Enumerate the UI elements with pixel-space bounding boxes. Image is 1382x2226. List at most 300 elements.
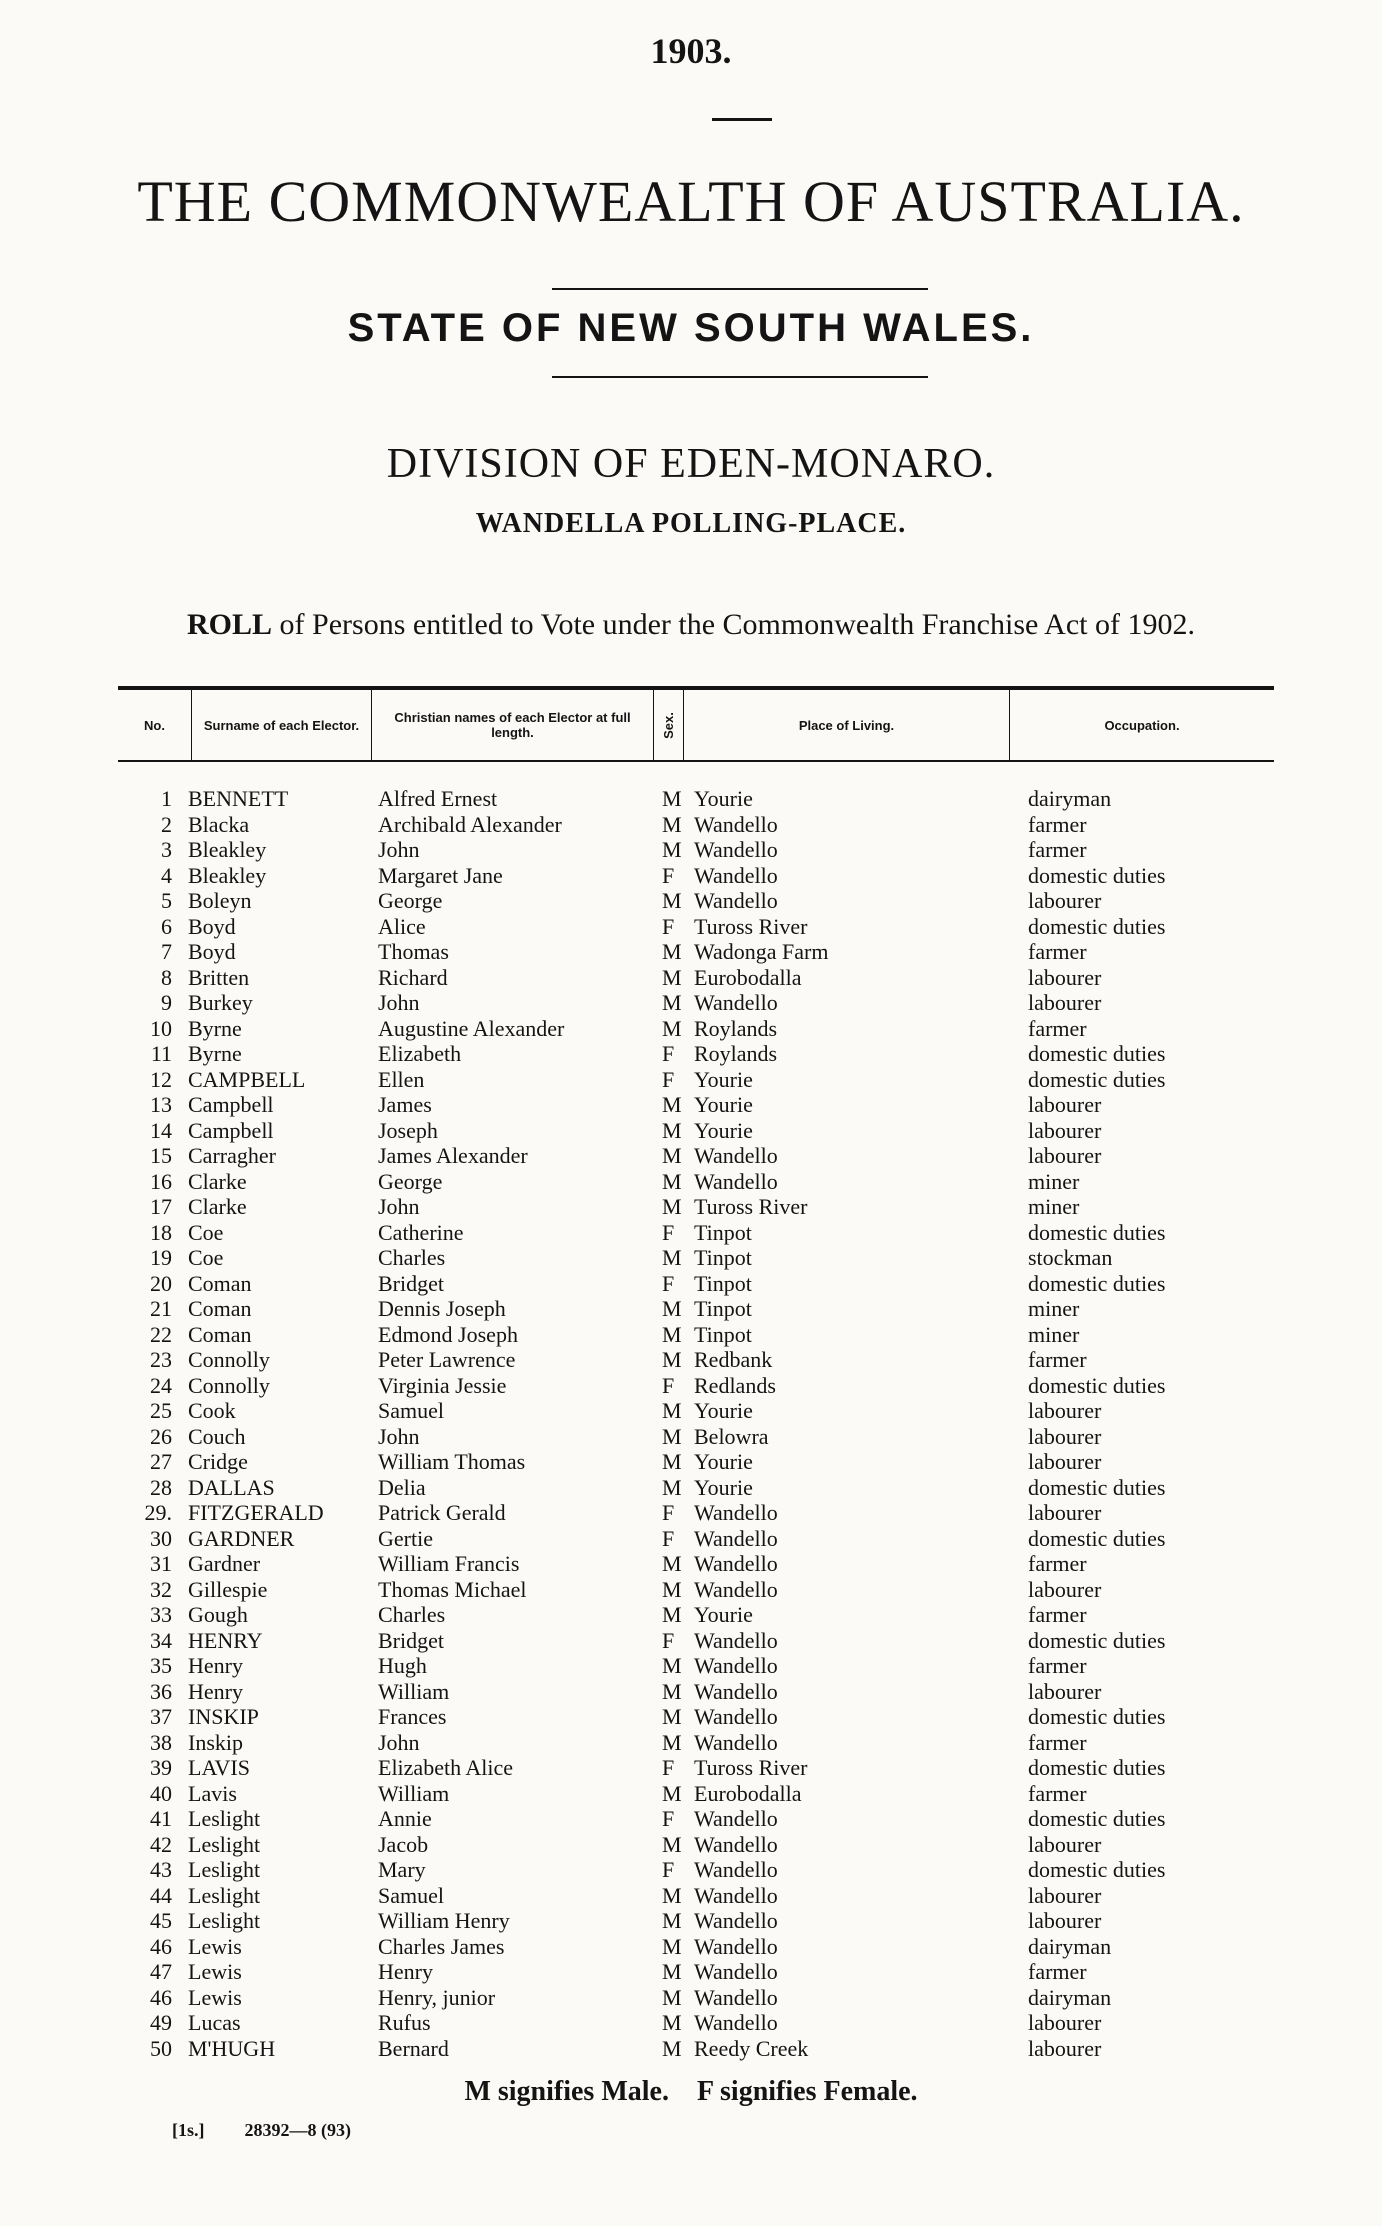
elector-surname: DALLAS [188,1474,275,1500]
elector-occupation: miner [1028,1296,1080,1321]
elector-christian-names: Jacob [378,1831,429,1857]
elector-number: 5 [161,888,172,913]
elector-occupation: domestic duties [1028,1627,1166,1653]
elector-place-of-living: Wandello [694,837,778,862]
elector-number: 18 [150,1219,172,1245]
elector-surname: Henry [188,1678,243,1704]
elector-number: 2 [161,811,172,837]
elector-surname: INSKIP [188,1704,259,1729]
elector-sex: M [662,1678,682,1704]
elector-surname: Byrne [188,1015,242,1041]
table-row [0,1143,1382,1169]
elector-place-of-living: Wandello [694,1500,778,1525]
table-row [0,1424,1382,1450]
table-row [0,1373,1382,1399]
elector-christian-names: Peter Lawrence [378,1347,516,1372]
elector-surname: Gough [188,1602,248,1627]
table-row [0,1832,1382,1858]
elector-place-of-living: Wandello [694,1653,778,1678]
elector-place-of-living: Wandello [694,1525,778,1551]
table-row [0,1398,1382,1424]
elector-christian-names: Bridget [378,1627,444,1653]
elector-place-of-living: Wandello [694,1678,778,1704]
elector-sex: M [662,1831,682,1857]
elector-surname: BENNETT [188,786,289,811]
table-row [0,1679,1382,1705]
elector-sex: M [662,1168,682,1194]
commonwealth-title: THE COMMONWEALTH OF AUSTRALIA. [137,169,1245,234]
table-row [0,939,1382,965]
elector-surname: Couch [188,1423,246,1449]
elector-number: 34 [150,1627,172,1653]
elector-number: 4 [161,862,172,888]
table-row [0,1781,1382,1807]
elector-christian-names: Margaret Jane [378,862,503,888]
elector-place-of-living: Yourie [694,1092,753,1117]
elector-occupation: labourer [1028,1908,1102,1933]
elector-occupation: domestic duties [1028,1755,1166,1780]
table-row [0,812,1382,838]
elector-surname: Lewis [188,1984,242,2010]
elector-occupation: farmer [1028,1959,1087,1984]
elector-number: 40 [150,1780,172,1806]
elector-number: 19 [150,1245,172,1270]
elector-sex: M [662,1551,682,1576]
elector-number: 33 [150,1602,172,1627]
table-row [0,965,1382,991]
elector-occupation: domestic duties [1028,1041,1166,1066]
elector-number: 3 [161,837,172,862]
table-row [0,888,1382,914]
elector-place-of-living: Wandello [694,1959,778,1984]
roll-table-body [0,786,1382,2061]
elector-occupation: farmer [1028,811,1087,837]
elector-place-of-living: Wandello [694,1704,778,1729]
elector-sex: M [662,1653,682,1678]
division-heading: DIVISION OF EDEN-MONARO. [386,441,996,487]
elector-number: 50 [150,2035,172,2061]
elector-occupation: labourer [1028,1576,1102,1602]
elector-number: 22 [150,1321,172,1347]
elector-sex: M [662,1780,682,1806]
table-row [0,1449,1382,1475]
table-row [0,1194,1382,1220]
elector-christian-names: Joseph [378,1117,438,1143]
elector-place-of-living: Wandello [694,1627,778,1653]
polling-place-heading: WANDELLA POLLING-PLACE. [475,508,907,539]
elector-number: 17 [150,1194,172,1219]
elector-occupation: farmer [1028,1347,1087,1372]
elector-place-of-living: Eurobodalla [694,964,802,990]
elector-surname: Blacka [188,811,250,837]
elector-number: 21 [150,1296,172,1321]
table-row [0,1296,1382,1322]
elector-christian-names: Bernard [378,2035,449,2061]
elector-place-of-living: Yourie [694,1398,753,1423]
table-row [0,1755,1382,1781]
elector-sex: M [662,2010,682,2035]
elector-sex: M [662,1704,682,1729]
table-row [0,1628,1382,1654]
elector-surname: Campbell [188,1117,274,1143]
elector-place-of-living: Wandello [694,2010,778,2035]
elector-christian-names: Gertie [378,1525,433,1551]
elector-christian-names: Charles [378,1245,446,1270]
elector-sex: F [662,913,675,939]
elector-place-of-living: Wandello [694,1908,778,1933]
elector-occupation: miner [1028,1194,1080,1219]
table-row [0,1500,1382,1526]
table-row [0,1959,1382,1985]
elector-christian-names: Alfred Ernest [378,786,498,811]
elector-christian-names: Charles James [378,1933,505,1959]
elector-surname: Lavis [188,1780,237,1806]
elector-christian-names: Dennis Joseph [378,1296,506,1321]
elector-sex: F [662,1219,675,1245]
elector-occupation: farmer [1028,1015,1087,1041]
elector-number: 30 [150,1525,172,1551]
elector-sex: M [662,786,682,811]
elector-sex: M [662,1092,682,1117]
elector-place-of-living: Yourie [694,786,753,811]
elector-occupation: labourer [1028,1423,1102,1449]
elector-sex: M [662,888,682,913]
table-row [0,863,1382,889]
table-row [0,1551,1382,1577]
elector-occupation: domestic duties [1028,1219,1166,1245]
elector-christian-names: Henry [378,1959,433,1984]
elector-number: 39 [150,1755,172,1780]
elector-christian-names: John [378,1729,420,1755]
elector-place-of-living: Roylands [694,1015,778,1041]
elector-surname: Clarke [188,1168,247,1194]
elector-christian-names: Patrick Gerald [378,1500,506,1525]
sex-legend-note: M signifies Male. F signifies Female. [464,2076,918,2107]
elector-number: 46 [150,1984,172,2010]
table-row [0,1526,1382,1552]
table-row [0,1322,1382,1348]
elector-sex: F [662,1627,675,1653]
elector-sex: M [662,1602,682,1627]
elector-christian-names: Annie [378,1806,432,1831]
elector-place-of-living: Tuross River [694,1755,808,1780]
elector-place-of-living: Tuross River [694,913,808,939]
table-row [0,1220,1382,1246]
column-header-sex [654,690,684,760]
elector-christian-names: Richard [378,964,448,990]
elector-sex: M [662,1398,682,1423]
elector-place-of-living: Wandello [694,1168,778,1194]
rule-under-year [712,118,772,121]
elector-sex: M [662,1194,682,1219]
elector-occupation: domestic duties [1028,1372,1166,1398]
elector-sex: M [662,1959,682,1984]
elector-number: 20 [150,1270,172,1296]
elector-occupation: domestic duties [1028,1270,1166,1296]
elector-sex: M [662,1117,682,1143]
price-label: [1s.] [172,2120,205,2140]
elector-occupation: farmer [1028,1653,1087,1678]
elector-number: 26 [150,1423,172,1449]
elector-number: 29. [144,1500,172,1525]
elector-christian-names: Thomas [378,939,449,964]
elector-surname: Leslight [188,1831,261,1857]
elector-occupation: domestic duties [1028,1066,1166,1092]
elector-surname: Leslight [188,1908,261,1933]
elector-occupation: dairyman [1028,1933,1112,1959]
elector-christian-names: Charles [378,1602,446,1627]
table-row [0,2010,1382,2036]
elector-surname: Burkey [188,990,253,1015]
elector-occupation: labourer [1028,1500,1102,1525]
elector-surname: CAMPBELL [188,1066,306,1092]
elector-sex: F [662,1857,675,1882]
elector-surname: Gardner [188,1551,261,1576]
elector-occupation: domestic duties [1028,862,1166,888]
elector-christian-names: John [378,990,420,1015]
elector-place-of-living: Wandello [694,1143,778,1168]
elector-occupation: dairyman [1028,786,1112,811]
table-row [0,1041,1382,1067]
table-row [0,1092,1382,1118]
elector-sex: M [662,1576,682,1602]
elector-place-of-living: Wandello [694,1576,778,1602]
elector-number: 13 [150,1092,172,1117]
elector-surname: Cridge [188,1449,248,1474]
elector-christian-names: Thomas Michael [378,1576,527,1602]
elector-surname: Bleakley [188,837,267,862]
elector-surname: Inskip [188,1729,243,1755]
table-row [0,837,1382,863]
elector-sex: M [662,2035,682,2061]
elector-place-of-living: Wandello [694,1551,778,1576]
elector-occupation: farmer [1028,1780,1087,1806]
table-row [0,1577,1382,1603]
elector-occupation: labourer [1028,2035,1102,2061]
elector-occupation: farmer [1028,1602,1087,1627]
elector-occupation: labourer [1028,1449,1102,1474]
elector-surname: LAVIS [188,1755,250,1780]
elector-christian-names: Augustine Alexander [378,1015,565,1041]
elector-number: 27 [150,1449,172,1474]
table-row [0,2036,1382,2062]
elector-number: 1 [161,786,172,811]
elector-surname: Lucas [188,2010,241,2035]
elector-place-of-living: Tinpot [694,1219,752,1245]
elector-surname: Campbell [188,1092,274,1117]
column-header-surname: Surname of each Elector. [192,690,372,760]
elector-place-of-living: Yourie [694,1474,753,1500]
elector-sex: F [662,1755,675,1780]
elector-place-of-living: Wandello [694,1933,778,1959]
elector-christian-names: Hugh [378,1653,427,1678]
elector-place-of-living: Redlands [694,1372,776,1398]
elector-number: 45 [150,1908,172,1933]
elector-occupation: domestic duties [1028,1704,1166,1729]
elector-place-of-living: Tinpot [694,1245,752,1270]
elector-occupation: labourer [1028,990,1102,1015]
elector-number: 43 [150,1857,172,1882]
elector-occupation: domestic duties [1028,1806,1166,1831]
table-row [0,1245,1382,1271]
elector-number: 38 [150,1729,172,1755]
elector-christian-names: George [378,888,443,913]
elector-surname: Coman [188,1321,252,1347]
table-row [0,1602,1382,1628]
elector-sex: F [662,1525,675,1551]
elector-sex: M [662,1882,682,1908]
elector-surname: Clarke [188,1194,247,1219]
elector-surname: Coman [188,1296,252,1321]
elector-place-of-living: Reedy Creek [694,2035,809,2061]
elector-surname: M'HUGH [188,2035,276,2061]
roll-description [0,608,1382,642]
year-heading: 1903. [650,31,732,71]
elector-number: 35 [150,1653,172,1678]
elector-occupation: labourer [1028,1117,1102,1143]
roll-description-text: of Persons entitled to Vote under the Commonwealth Franchise Act of 1902. [272,608,1195,641]
elector-surname: Henry [188,1653,243,1678]
elector-surname: Coman [188,1270,252,1296]
elector-christian-names: George [378,1168,443,1194]
elector-number: 10 [150,1015,172,1041]
elector-sex: M [662,1729,682,1755]
elector-number: 32 [150,1576,172,1602]
table-row [0,1908,1382,1934]
roll-table-header [118,686,1274,762]
table-row [0,1730,1382,1756]
elector-place-of-living: Yourie [694,1602,753,1627]
elector-number: 12 [150,1066,172,1092]
elector-occupation: domestic duties [1028,1474,1166,1500]
elector-place-of-living: Yourie [694,1066,753,1092]
elector-place-of-living: Wandello [694,990,778,1015]
column-header-occupation: Occupation. [1104,717,1180,733]
elector-number: 24 [150,1372,172,1398]
elector-number: 25 [150,1398,172,1423]
elector-christian-names: Henry, junior [378,1984,496,2010]
elector-occupation: labourer [1028,1882,1102,1908]
elector-surname: Coe [188,1245,224,1270]
elector-place-of-living: Wadonga Farm [694,939,829,964]
elector-sex: F [662,1806,675,1831]
column-header-place-of-living: Place of Living. [684,690,1010,760]
table-row [0,1475,1382,1501]
elector-christian-names: Edmond Joseph [378,1321,518,1347]
elector-sex: M [662,1015,682,1041]
elector-surname: Gillespie [188,1576,268,1602]
elector-occupation: labourer [1028,2010,1102,2035]
elector-sex: F [662,862,675,888]
elector-surname: Coe [188,1219,224,1245]
elector-occupation: labourer [1028,1092,1102,1117]
elector-christian-names: James Alexander [378,1143,528,1168]
elector-number: 46 [150,1933,172,1959]
elector-occupation: labourer [1028,1143,1102,1168]
elector-place-of-living: Redbank [694,1347,773,1372]
elector-number: 16 [150,1168,172,1194]
elector-occupation: labourer [1028,1678,1102,1704]
elector-christian-names: Mary [378,1857,426,1882]
elector-sex: F [662,1270,675,1296]
elector-number: 42 [150,1831,172,1857]
elector-surname: Bleakley [188,862,267,888]
column-header-christian-names: Christian names of each Elector at full length. [372,690,654,760]
elector-place-of-living: Wandello [694,1857,778,1882]
elector-sex: M [662,1296,682,1321]
table-row [0,1857,1382,1883]
table-row [0,786,1382,812]
elector-sex: M [662,1245,682,1270]
elector-christian-names: John [378,837,420,862]
table-row [0,1985,1382,2011]
elector-surname: Boyd [188,913,236,939]
elector-christian-names: Ellen [378,1066,425,1092]
elector-sex: M [662,1933,682,1959]
elector-sex: M [662,837,682,862]
table-row [0,1347,1382,1373]
elector-surname: Cook [188,1398,236,1423]
elector-place-of-living: Wandello [694,1806,778,1831]
elector-occupation: farmer [1028,1729,1087,1755]
elector-christian-names: Samuel [378,1882,444,1908]
elector-occupation: miner [1028,1321,1080,1347]
elector-sex: M [662,1984,682,2010]
elector-number: 47 [150,1959,172,1984]
elector-occupation: labourer [1028,888,1102,913]
table-row [0,1271,1382,1297]
rule-above-state [552,288,928,290]
elector-sex: M [662,1908,682,1933]
table-row [0,1118,1382,1144]
elector-place-of-living: Wandello [694,1831,778,1857]
elector-christian-names: Samuel [378,1398,444,1423]
elector-place-of-living: Wandello [694,1882,778,1908]
elector-number: 8 [161,964,172,990]
elector-sex: M [662,964,682,990]
elector-occupation: dairyman [1028,1984,1112,2010]
elector-surname: Connolly [188,1347,270,1372]
elector-surname: GARDNER [188,1525,295,1551]
elector-place-of-living: Tuross River [694,1194,808,1219]
elector-surname: Leslight [188,1857,261,1882]
table-row [0,914,1382,940]
elector-place-of-living: Tinpot [694,1296,752,1321]
elector-christian-names: Elizabeth [378,1041,462,1066]
elector-christian-names: Delia [378,1474,426,1500]
column-header-no: No. [118,690,192,760]
elector-surname: Britten [188,964,250,990]
elector-sex: F [662,1372,675,1398]
table-row [0,1653,1382,1679]
elector-christian-names: Frances [378,1704,447,1729]
elector-christian-names: Catherine [378,1219,464,1245]
elector-christian-names: Alice [378,913,426,939]
table-row [0,1806,1382,1832]
elector-sex: M [662,1321,682,1347]
elector-number: 31 [150,1551,172,1576]
elector-christian-names: Bridget [378,1270,444,1296]
elector-place-of-living: Wandello [694,811,778,837]
printer-reference [172,2120,391,2141]
elector-occupation: farmer [1028,939,1087,964]
elector-number: 15 [150,1143,172,1168]
elector-place-of-living: Wandello [694,888,778,913]
elector-place-of-living: Eurobodalla [694,1780,802,1806]
elector-place-of-living: Yourie [694,1117,753,1143]
elector-sex: M [662,1449,682,1474]
elector-surname: Lewis [188,1959,242,1984]
